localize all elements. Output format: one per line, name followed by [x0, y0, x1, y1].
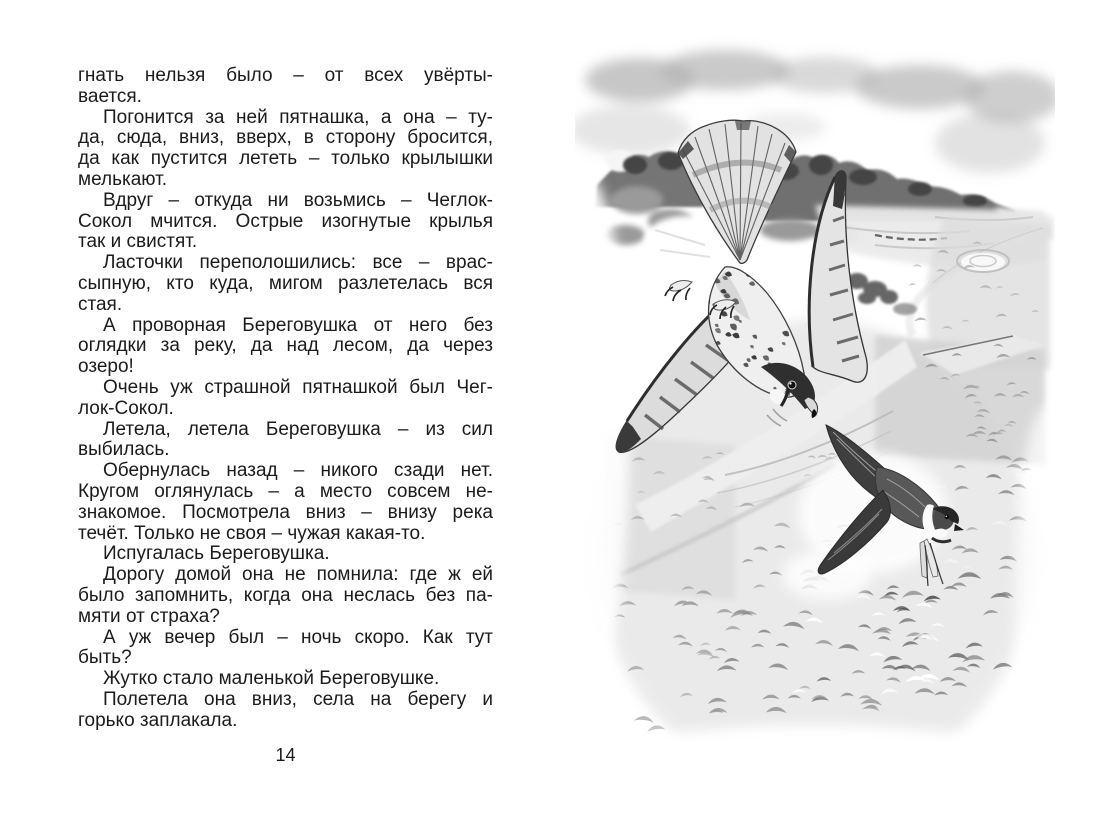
- text-line: да как пустится лететь – только крылышки: [78, 148, 493, 170]
- falcon-chase-illustration: [575, 35, 1055, 795]
- story-text-column: [78, 66, 493, 732]
- sky-clouds: [575, 50, 1055, 173]
- text-line: знакомое. Посмотрела вниз – внизу река: [78, 501, 493, 523]
- text-line: Очень уж страшной пятнашкой был Чег-: [103, 376, 493, 398]
- text-line: А уж вечер был – ночь скоро. Как тут: [103, 626, 493, 648]
- text-line: Ласточки переполошились: все – врас-: [103, 252, 493, 274]
- text-line: Сокол мчится. Острые изогнутые крылья: [78, 210, 493, 232]
- text-line: было запомнить, когда она неслась без па-: [78, 584, 493, 606]
- text-line: Погонится за ней пятнашка, а она – ту-: [103, 106, 493, 128]
- text-line: Кругом оглянулась – а место совсем не-: [78, 480, 493, 502]
- story-illustration: [575, 35, 1055, 795]
- text-line: стая.: [78, 293, 123, 315]
- text-line: Испугалась Береговушка.: [103, 543, 330, 565]
- text-line: мелькают.: [78, 168, 167, 190]
- text-line: озеро!: [78, 356, 134, 378]
- text-line: оглядки за реку, да над лесом, да через: [78, 335, 493, 357]
- text-line: так и свистят.: [78, 231, 198, 253]
- text-line: Полетела она вниз, села на берегу и: [103, 688, 493, 710]
- text-line: горько заплакала.: [78, 709, 238, 731]
- text-line: течёт. Только не своя – чужая какая-то.: [78, 522, 426, 544]
- text-line: сыпную, кто куда, мигом разлетелась вся: [78, 272, 493, 294]
- page-number: 14: [275, 745, 296, 765]
- text-line: Дорогу домой она не помнила: где ж ей: [103, 564, 493, 586]
- text-line: выбилась.: [78, 439, 170, 461]
- text-line: гнать нельзя было – от всех увёрты-: [78, 65, 493, 86]
- text-line: Летела, летела Береговушка – из сил: [103, 418, 493, 440]
- text-line: да, сюда, вниз, вверх, в сторону бросится,: [78, 127, 493, 149]
- text-line: вается.: [78, 85, 142, 107]
- text-line: мяти от страха?: [78, 605, 220, 627]
- text-line: А проворная Береговушка от него без: [103, 314, 493, 336]
- text-line: лок-Сокол.: [78, 397, 174, 419]
- text-line: Обернулась назад – никого сзади нет.: [103, 460, 493, 482]
- text-line: Жутко стало маленькой Береговушке.: [103, 668, 440, 690]
- text-line: быть?: [78, 647, 132, 669]
- text-line: Вдруг – откуда ни возьмись – Чеглок-: [103, 189, 493, 211]
